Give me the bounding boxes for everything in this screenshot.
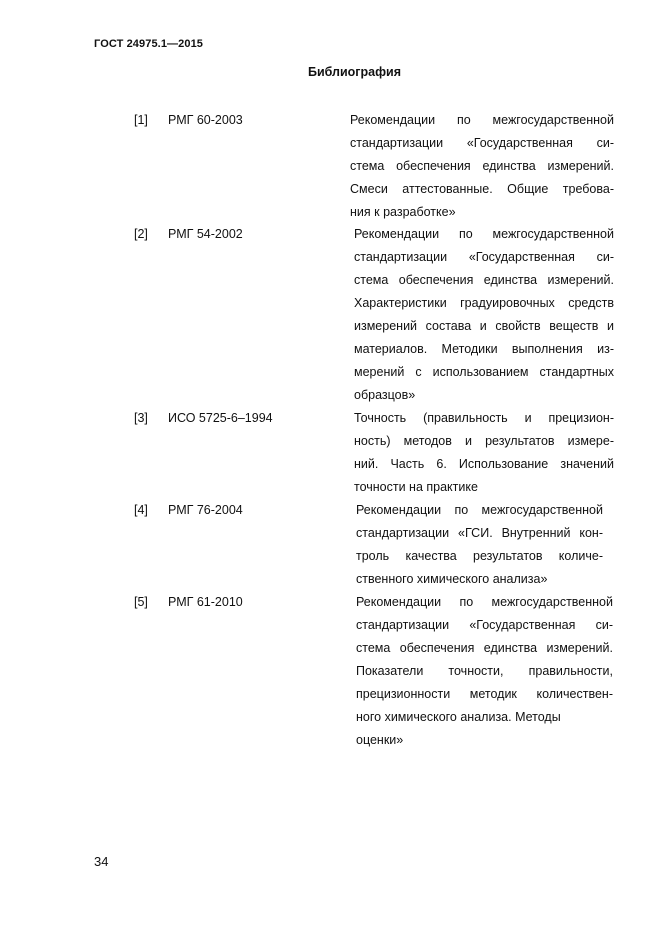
page-number: 34 [94, 854, 109, 869]
entry-line: Точность (правильность и прецизион- [354, 411, 614, 425]
entry-description [350, 109, 614, 224]
entry-line: прецизионности методик количествен- [356, 687, 613, 701]
entry-line: стандартизации «ГСИ. Внутренний кон- [356, 526, 603, 540]
entry-line: образцов» [354, 388, 416, 402]
entry-line: стема обеспечения единства измерений. [354, 273, 614, 287]
section-title: Библиография [307, 65, 402, 79]
entry-number: [3] [134, 411, 148, 425]
entry-line: Показатели точности, правильности, [356, 664, 613, 678]
entry-description [354, 407, 614, 499]
entry-number: [2] [134, 227, 148, 241]
entry-line: Рекомендации по межгосударственной [350, 113, 614, 127]
entry-line: Смеси аттестованные. Общие требова- [350, 182, 614, 196]
entry-line: троль качества результатов количе- [356, 549, 603, 563]
entry-code: РМГ 54-2002 [168, 227, 243, 241]
entry-number: [5] [134, 595, 148, 609]
entry-line: ственного химического анализа» [356, 572, 548, 586]
entry-line: стандартизации «Государственная си- [356, 618, 613, 632]
entry-code: ИСО 5725-6–1994 [168, 411, 273, 425]
entry-line: материалов. Методики выполнения из- [354, 342, 614, 356]
entry-description [356, 591, 613, 752]
entry-line: ния к разработке» [350, 205, 456, 219]
entry-line: точности на практике [354, 480, 478, 494]
entry-line: Рекомендации по межгосударственной [356, 595, 613, 609]
entry-line: ного химического анализа. Методы [356, 710, 561, 724]
entry-number: [4] [134, 503, 148, 517]
entry-line: оценки» [356, 733, 404, 747]
entry-line: Рекомендации по межгосударственной [356, 503, 603, 517]
entry-description [354, 223, 614, 407]
entry-line: Рекомендации по межгосударственной [354, 227, 614, 241]
entry-line: стема обеспечения единства измерений. [356, 641, 613, 655]
entry-line: ность) методов и результатов измере- [354, 434, 614, 448]
entry-line: ний. Часть 6. Использование значений [354, 457, 614, 471]
entry-number: [1] [134, 113, 148, 127]
entry-line: измерений состава и свойств веществ и [354, 319, 614, 333]
entry-code: РМГ 76-2004 [168, 503, 243, 517]
entry-line: стандартизации «Государственная си- [350, 136, 614, 150]
entry-code: РМГ 60-2003 [168, 113, 243, 127]
document-header: ГОСТ 24975.1—2015 [94, 38, 204, 50]
entry-code: РМГ 61-2010 [168, 595, 243, 609]
entry-description [356, 499, 603, 591]
entry-line: стема обеспечения единства измерений. [350, 159, 614, 173]
entry-line: стандартизации «Государственная си- [354, 250, 614, 264]
entry-line: Характеристики градуировочных средств [354, 296, 614, 310]
entry-line: мерений с использованием стандартных [354, 365, 614, 379]
